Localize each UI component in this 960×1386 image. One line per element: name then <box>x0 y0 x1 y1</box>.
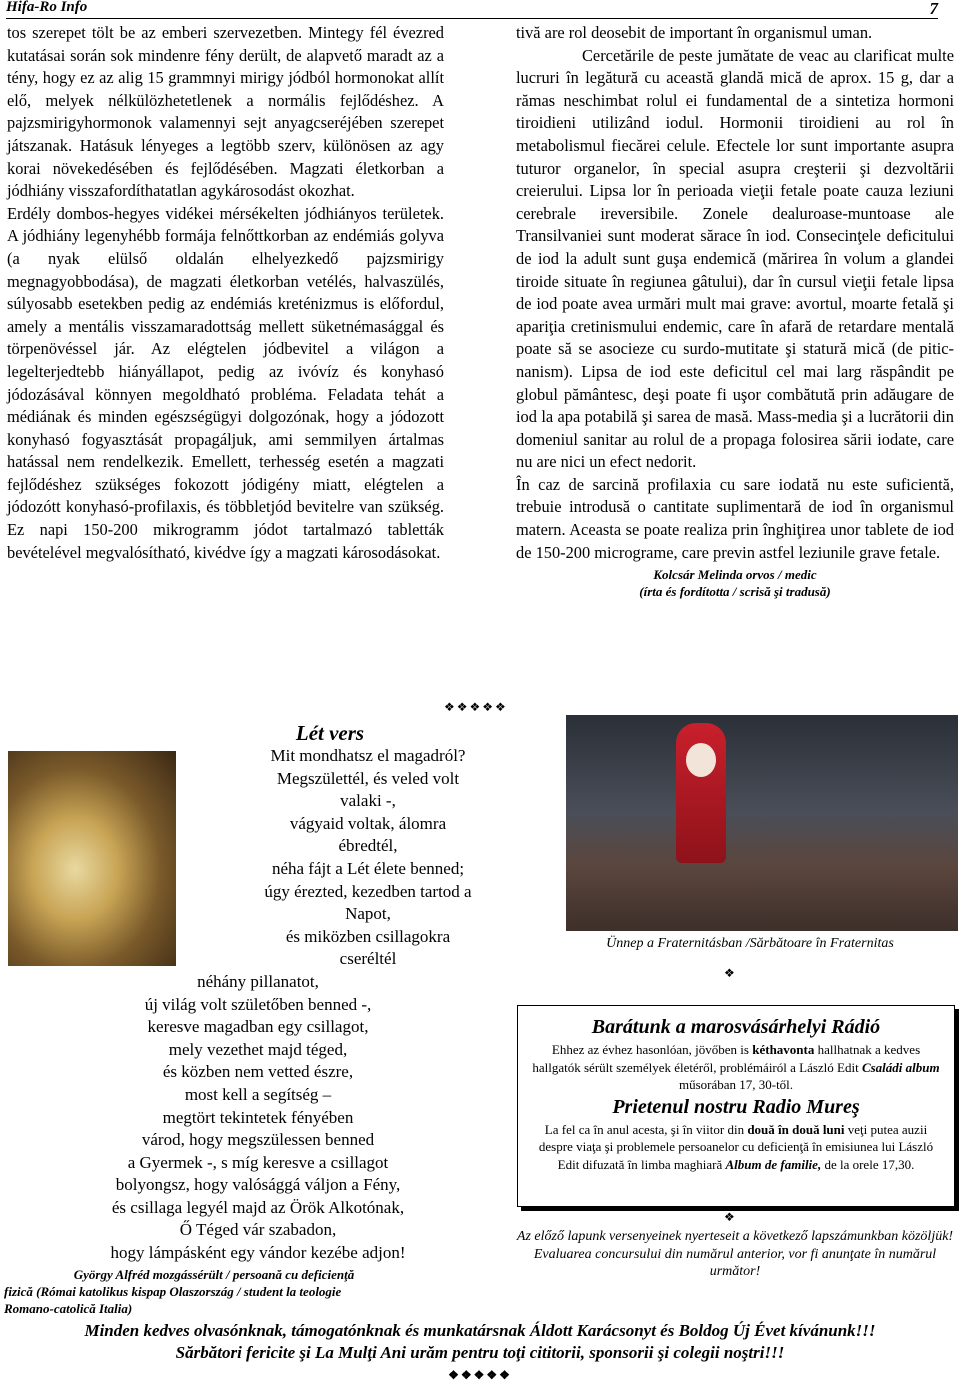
poem-line: Megszülettél, és veled volt <box>276 768 460 788</box>
poem-line: és közben nem vetted észre, <box>162 1062 354 1082</box>
poem-line: úgy érezted, kezedben tartod a <box>264 881 472 901</box>
poem-signature-line-1: György Alfréd mozgássérült / persoană cu deficienţă <box>73 1267 355 1282</box>
separator-diamonds: ❖❖❖❖❖ <box>444 700 508 714</box>
poem-signature <box>0 1266 424 1317</box>
radio-announcement-box <box>517 1005 955 1207</box>
poem-line: most kell a segítség – <box>184 1084 332 1104</box>
poem-line: Mit mondhatsz el magadról? <box>270 746 466 765</box>
greeting-hu: Minden kedves olvasónknak, támogatónknak és munkatársnak Áldott Karácsonyt és Boldog Új Évet kívánunk!!! <box>84 1321 876 1340</box>
radio-text-hu: Ehhez az évhez hasonlóan, jövőben is kéthavonta hallhatnak a kedves hallgatók sérült személyek életéről, problémáiról a László Edit Családi album műsorában 17, 30-től. <box>532 1042 940 1093</box>
poem-line: megtört tekintetek fényében <box>162 1107 354 1127</box>
poem-signature-line-3: Romano-catolică Italia) <box>4 1301 133 1316</box>
poem-signature-line-2: fizică (Római katolikus kispap Olaszország / student la teologie <box>4 1284 342 1299</box>
poem-line: valaki -, <box>340 791 396 811</box>
radio-title-hu: Barátunk a marosvásárhelyi Rádió <box>591 1016 881 1038</box>
poem-line: ébredtél, <box>338 836 398 856</box>
poem-line: Napot, <box>345 904 391 924</box>
santa-face <box>686 743 716 777</box>
poem-line: várod, hogy megszülessen benned <box>141 1130 375 1150</box>
poem-line: cseréltél <box>339 949 397 969</box>
contest-note-hu: Az előző lapunk versenyeinek nyerteseit a következő lapszámunkban közöljük! <box>516 1229 954 1244</box>
page-header <box>6 0 938 19</box>
poem-line: új világ volt születőben benned -, <box>144 994 372 1014</box>
poem-line: keresve magadban egy csillagot, <box>147 1017 369 1037</box>
poem-line: és csillaga legyél majd az Örök Alkotónak, <box>111 1197 405 1217</box>
publication-name: Hifa-Ro Info <box>6 0 88 15</box>
right-article-column <box>516 22 954 600</box>
radio-title-ro: Prietenul nostru Radio Mureş <box>612 1095 860 1118</box>
poem-body <box>8 745 508 1265</box>
photo-caption: Ünnep a Fraternitásban /Sărbătoare în Fraternitas <box>606 936 894 951</box>
poem-line: a Gyermek -, s míg keresve a csillagot <box>127 1152 389 1172</box>
separator-diamond-2: ❖ <box>724 1210 737 1224</box>
radio-text-ro: La fel ca în anul acesta, şi în viitor din două în două luni veţi putea auzii despre viaţa şi problemele persoanelor cu deficienţă în emisiunea lui László Edit difuzată în limba maghiară Album de familie, de la orele 17,30. <box>538 1121 934 1172</box>
separator-diamond: ❖ <box>724 966 737 980</box>
holiday-greetings <box>0 1320 960 1386</box>
hu-paragraph-1: tos szerepet tölt be az emberi szervezetben. Mintegy fél évezred kutatásai során sok mindenre fény derült, de alapvető maradt az a tény, hogy ez az alig 15 grammnyi mirigy jódból hormonokat allít elő, melyek nélkülözhetetlenek a normális fejlődéshez. A pajzsmirigyhormonok valamennyi sejt anyagcseréjében szerepet játszanak. Hatásuk lényeges a legtöbb szerv, különösen az agy korai növekedésében és fejlődésében. Magzati életkorban a jódhiány visszafordíthatatlan agykárosodást okozhat. <box>7 23 444 201</box>
page-number: 7 <box>929 0 938 18</box>
left-article-column <box>7 22 444 564</box>
greeting-ro: Sărbători fericite şi La Mulţi Ani urăm pentru toţi cititorii, sponsorii şi colegii noştri!!! <box>175 1343 785 1362</box>
hu-paragraph-2: Erdély dombos-hegyes vidékei mérsékelten jódhiányos területek. A jódhiány legenyhébb formája felnőttkorban az endémiás golyva (a nyak elülső oldalán elhelyezkedő pajzsmirigy megnagyobbodása), de magzati életkorban vetélés, halvaszülés, súlyosabb esetekben pedig az endémiás kreténizmus is előfordul, amely a mentális visszamaradottság mellett süketnémasággal és törpenövéssel jár. Az elégtelen jódbevitel a világon a legelterjedtebb hiányállapot, pedig az ivóvíz és konyhasó jódozásával könnyen megoldható probléma. Feladata tehát a médiának és minden egészségügyi dolgozónak, hogy a jódozott konyhasó fogyasztását propagáljuk, ami semmilyen ártalmas hatással nem rendelkezik. Emellett, terhesség esetén a magzati fejlődéshez szükséges fokozott jódigény miatt, elégtelen a jódozótt konyhasó-profilaxis, és többletjód bevitelre van szükség. Ez napi 150-200 mikrogramm jódot tartalmazó tabletták bevételével megvalósítható, kivédve így a magzati károsodásokat. <box>7 203 444 562</box>
contest-note <box>514 1228 956 1281</box>
poem-line: Ő Téged vár szabadon, <box>179 1220 337 1240</box>
article-author-note: (írta és fordította / scrisă şi tradusă) <box>639 584 831 600</box>
ro-paragraph-1: tivă are rol deosebit de important în organismul uman. <box>516 23 873 42</box>
poem-line: vágyaid voltak, álomra <box>289 813 447 833</box>
christmas-party-photo <box>566 715 958 931</box>
poem-title: Lét vers <box>295 721 365 745</box>
ro-paragraph-2: Cercetările de peste jumătate de veac au clarificat multe lucruri în legătură cu această glandă mică de aprox. 15 g, dar a rămas neschimbat rolul ei fundamental de a sintetiza hormoni tiroidieni utilizând iodul. Hormonii tiroidieni au rol în metabolismul fiecărei celule. Efectele lor sunt importante asupra tuturor organelor, în special asupra creşterii şi dezvoltării creierului. Lipsa lor în perioada vieţii fetale poate cauza leziuni cerebrale ireversibile. Zonele dealuroase-muntoase ale Transilvaniei sunt moderat sărace în iod. Consecinţele deficitului de iod la adult sunt guşa endemică (mărirea în volum a glandei tiroide situate în regiunea gâtului), dar în cursul vieţii fetale lipsa de iod poate avea urmări mult mai grave: avortul, moarte fetală şi apariţia cretinismului endemic, care în afară de retardare mentală poate să se asocieze cu surdo-mutitate şi statură mică (de pitic-nanism). Lipsa de iod este deficitul cel mai larg răspândit pe globul pământesc, deşi poate fi uşor combătută prin adăugare de iod la apa potabilă şi sarea de masă. Mass-media şi a lucrătorii din domeniul sanitar au rolul de a propaga folosirea sării iodate, care nu are nici un efect nedorit. <box>516 45 954 472</box>
poem-line: néha fájt a Lét élete benned; <box>271 858 465 878</box>
ro-paragraph-3: În caz de sarcină profilaxia cu sare iodată nu este suficientă, trebuie introdusă o cantitate suplimentară de iod în organismul matern. Aceasta se poate realiza prin înghiţirea unor tablete de iod de 150-200 micrograme, care previn astfel leziunile grave fetale. <box>516 474 954 562</box>
article-author: Kolcsár Melinda orvos / medic <box>653 567 817 583</box>
poem-line: néhány pillanatot, <box>197 971 319 991</box>
poem-line: hogy lámpásként egy vándor kezébe adjon! <box>110 1243 406 1263</box>
contest-note-ro: Evaluarea concursului din numărul anterior, vor fi anunţate în numărul următor! <box>533 1246 937 1279</box>
poem-line: bolyongsz, hogy valósággá váljon a Fény, <box>115 1175 401 1195</box>
poem-line: és miközben csillagokra <box>285 926 451 946</box>
footer-diamonds: ❖❖❖❖❖ <box>448 1368 512 1382</box>
poem-line: mely vezethet majd téged, <box>168 1039 348 1059</box>
